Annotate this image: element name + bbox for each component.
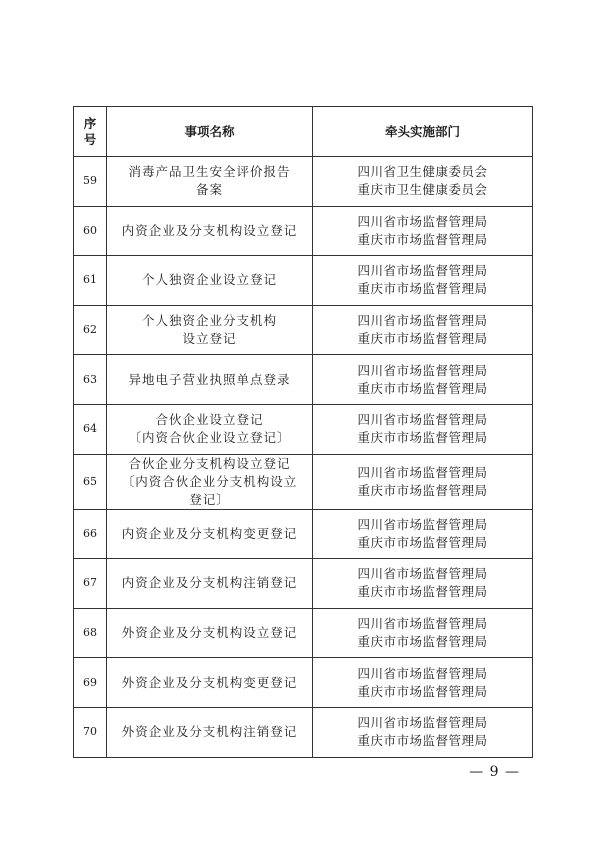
row-department — [313, 509, 533, 559]
row-department — [313, 355, 533, 405]
row-seq: 64 — [74, 404, 107, 454]
row-department — [313, 608, 533, 658]
row-item-name — [107, 658, 313, 708]
department-line: 重庆市市场监督管理局 — [357, 534, 488, 550]
row-department — [313, 157, 533, 207]
row-seq: 59 — [74, 157, 107, 207]
row-item-name — [107, 206, 313, 256]
department-line: 四川省市场监督管理局 — [357, 412, 488, 428]
item-name-line: 消毒产品卫生安全评价报告 — [128, 164, 291, 180]
table-row — [74, 256, 533, 306]
row-department — [313, 559, 533, 609]
department-line: 四川省市场监督管理局 — [357, 313, 488, 329]
item-name-line: 个人独资企业设立登记 — [141, 272, 277, 288]
row-seq: 65 — [74, 454, 107, 509]
item-name-line: 外资企业及分支机构注销登记 — [121, 724, 298, 740]
row-item-name — [107, 256, 313, 306]
row-seq: 62 — [74, 305, 107, 355]
department-line: 重庆市市场监督管理局 — [357, 331, 488, 347]
item-name-line: 个人独资企业分支机构 — [141, 313, 277, 329]
item-name-line: 设立登记 — [182, 331, 237, 347]
item-name-line: 〔内资合伙企业设立登记〕 — [128, 430, 291, 446]
row-seq: 66 — [74, 509, 107, 559]
row-seq: 69 — [74, 658, 107, 708]
row-item-name — [107, 454, 313, 509]
row-department — [313, 256, 533, 306]
row-department — [313, 454, 533, 509]
header-seq-line1: 序 — [83, 115, 97, 131]
row-seq: 61 — [74, 256, 107, 306]
item-name-line: 内资企业及分支机构设立登记 — [121, 222, 298, 238]
table-header-row — [74, 107, 533, 157]
table-row — [74, 559, 533, 609]
department-line: 四川省市场监督管理局 — [357, 464, 488, 480]
table-row — [74, 157, 533, 207]
table-row — [74, 206, 533, 256]
row-seq: 70 — [74, 707, 107, 757]
item-name-line: 异地电子营业执照单点登录 — [128, 371, 291, 387]
department-line: 四川省市场监督管理局 — [357, 616, 488, 632]
row-item-name — [107, 608, 313, 658]
items-table — [73, 106, 533, 758]
page-number: — 9 — — [469, 764, 520, 780]
item-name-line: 合伙企业设立登记 — [155, 412, 264, 428]
table-row — [74, 355, 533, 405]
department-line: 重庆市市场监督管理局 — [357, 733, 488, 749]
header-seq — [74, 107, 107, 157]
row-seq: 68 — [74, 608, 107, 658]
row-item-name — [107, 404, 313, 454]
department-line: 重庆市市场监督管理局 — [357, 584, 488, 600]
row-seq: 60 — [74, 206, 107, 256]
row-item-name — [107, 559, 313, 609]
item-name-line: 外资企业及分支机构变更登记 — [121, 674, 298, 690]
item-name-line: 登记〕 — [189, 491, 230, 507]
table-row — [74, 608, 533, 658]
row-department — [313, 305, 533, 355]
table-row — [74, 305, 533, 355]
item-name-line: 内资企业及分支机构变更登记 — [121, 525, 298, 541]
department-line: 四川省市场监督管理局 — [357, 263, 488, 279]
header-seq-line2: 号 — [83, 131, 97, 147]
department-line: 重庆市市场监督管理局 — [357, 683, 488, 699]
table-row — [74, 707, 533, 757]
department-line: 四川省市场监督管理局 — [357, 566, 488, 582]
department-line: 四川省市场监督管理局 — [357, 665, 488, 681]
header-department: 牵头实施部门 — [313, 107, 533, 157]
department-line: 重庆市市场监督管理局 — [357, 380, 488, 396]
row-seq: 63 — [74, 355, 107, 405]
item-name-line: 外资企业及分支机构设立登记 — [121, 625, 298, 641]
item-name-line: 备案 — [195, 182, 223, 198]
row-item-name — [107, 355, 313, 405]
department-line: 重庆市市场监督管理局 — [357, 430, 488, 446]
department-line: 重庆市市场监督管理局 — [357, 281, 488, 297]
department-line: 四川省市场监督管理局 — [357, 715, 488, 731]
table-row — [74, 509, 533, 559]
row-item-name — [107, 157, 313, 207]
department-line: 四川省卫生健康委员会 — [357, 164, 488, 180]
row-seq: 67 — [74, 559, 107, 609]
row-department — [313, 404, 533, 454]
department-line: 重庆市市场监督管理局 — [357, 231, 488, 247]
item-name-line: 合伙企业分支机构设立登记 — [128, 455, 291, 471]
header-item-name: 事项名称 — [107, 107, 313, 157]
row-department — [313, 206, 533, 256]
table-row — [74, 658, 533, 708]
department-line: 四川省市场监督管理局 — [357, 362, 488, 378]
department-line: 四川省市场监督管理局 — [357, 213, 488, 229]
item-name-line: 内资企业及分支机构注销登记 — [121, 575, 298, 591]
table-row — [74, 404, 533, 454]
department-line: 重庆市市场监督管理局 — [357, 482, 488, 498]
department-line: 重庆市卫生健康委员会 — [357, 182, 488, 198]
row-department — [313, 658, 533, 708]
row-item-name — [107, 305, 313, 355]
item-name-line: 〔内资合伙企业分支机构设立 — [121, 473, 298, 489]
department-line: 四川省市场监督管理局 — [357, 516, 488, 532]
row-department — [313, 707, 533, 757]
table-row — [74, 454, 533, 509]
department-line: 重庆市市场监督管理局 — [357, 634, 488, 650]
row-item-name — [107, 707, 313, 757]
row-item-name — [107, 509, 313, 559]
